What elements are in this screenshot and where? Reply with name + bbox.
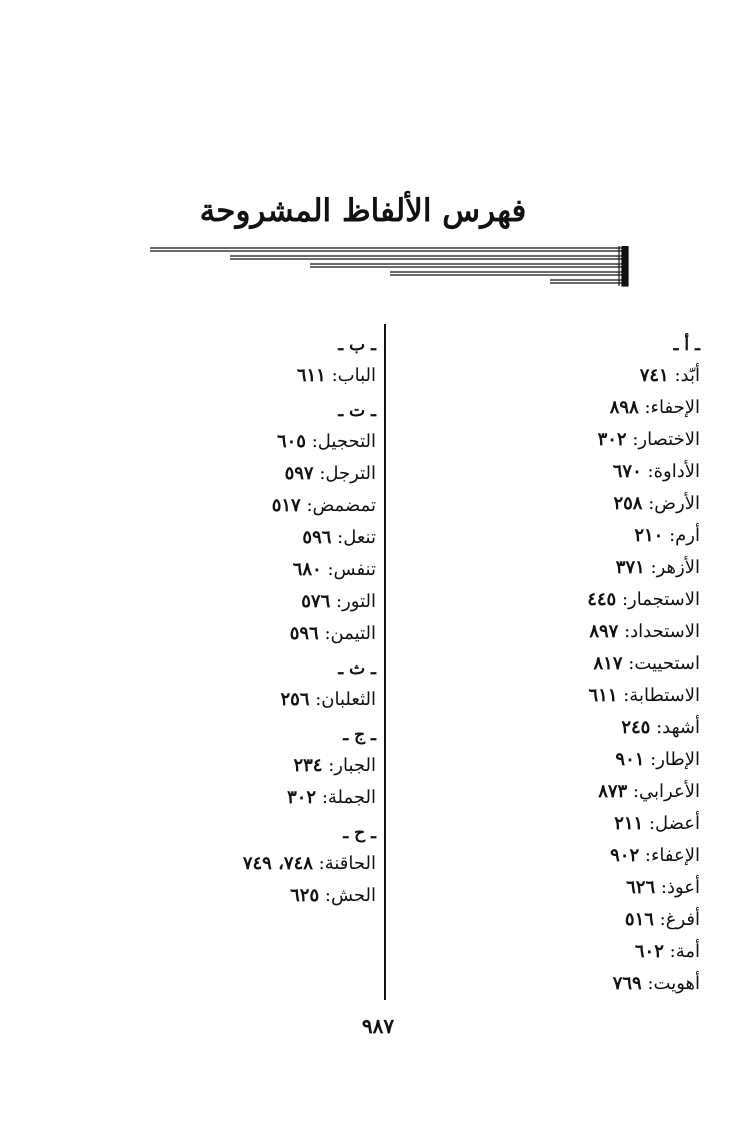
index-entry [400,456,700,488]
entry-word: الترجل: [319,463,376,484]
entry-pages: ٩٠١ [615,749,645,770]
index-entry [400,936,700,968]
index-entry [400,744,700,776]
entry-pages: ٦٠٥ [276,431,306,452]
entry-word: التحجيل: [311,431,376,452]
entry-pages: ٥٩٧ [284,463,314,484]
index-entry [126,684,376,716]
entry-word: أمة: [669,941,700,962]
index-column-right [400,330,700,1000]
column-divider [384,324,386,1000]
entry-word: تنفس: [327,559,376,580]
entry-word: أشهد: [656,717,700,738]
entry-pages: ٦١١ [296,365,326,386]
index-entry [126,618,376,650]
entry-pages: ٧٦٩ [612,973,642,994]
entry-word: الأزهر: [650,557,700,578]
index-entry [400,360,700,392]
entry-pages: ٧٤١ [639,365,669,386]
entry-word: أهويت: [647,973,700,994]
page-title: فهرس الألفاظ المشروحة [199,193,527,229]
entry-pages: ٩٠٢ [610,845,640,866]
entry-pages: ٥٩٦ [302,527,332,548]
entry-pages: ٤٤٥ [587,589,617,610]
index-entry [400,904,700,936]
entry-pages: ٧٤٨، ٧٤٩ [242,853,313,874]
entry-word: أرم: [669,525,700,546]
entry-word: الجملة: [321,787,376,808]
index-column-left [126,330,376,912]
index-entry [126,750,376,782]
entry-word: الإحفاء: [644,397,700,418]
entry-word: التيمن: [324,623,376,644]
index-entry [126,880,376,912]
entry-word: الاستحداد: [624,621,700,642]
letter-heading: ـ ت ـ [338,401,376,421]
entry-pages: ٢٥٦ [280,689,310,710]
index-entry [400,488,700,520]
index-entry [126,360,376,392]
index-entry [400,520,700,552]
index-entry [400,776,700,808]
entry-pages: ٦٧٠ [612,461,642,482]
entry-pages: ٢١١ [614,813,644,834]
index-entry [126,426,376,458]
entry-pages: ٦٨٠ [292,559,322,580]
entry-word: الجبار: [328,755,376,776]
letter-heading: ـ ح ـ [343,823,376,843]
index-entry [126,490,376,522]
entry-word: الاختصار: [632,429,700,450]
index-entry [400,616,700,648]
entry-word: الأداوة: [647,461,700,482]
index-entry [400,808,700,840]
entry-word: الإطار: [650,749,700,770]
entry-pages: ٢١٠ [634,525,664,546]
entry-word: الباب: [331,365,376,386]
index-entry [126,586,376,618]
entry-word: الاستجمار: [621,589,700,610]
entry-word: التور: [336,591,376,612]
entry-word: أعضل: [648,813,700,834]
index-entry [400,648,700,680]
entry-word: أبّد: [674,365,700,386]
index-entry [400,392,700,424]
entry-pages: ٥٩٦ [289,623,319,644]
index-entry [400,584,700,616]
entry-word: أفرغ: [659,909,700,930]
entry-pages: ٦١١ [588,685,618,706]
entry-pages: ٥١٦ [624,909,654,930]
entry-pages: ٣٠٢ [597,429,627,450]
index-entry [400,872,700,904]
entry-pages: ٢٣٤ [293,755,323,776]
entry-pages: ٣٠٢ [287,787,317,808]
index-entry [126,522,376,554]
index-entry [126,554,376,586]
index-entry [126,848,376,880]
page-number: ٩٨٧ [361,1014,395,1038]
entry-word: أعوذ: [660,877,700,898]
entry-word: الحاقنة: [318,853,376,874]
entry-word: الأرض: [648,493,700,514]
entry-word: استحييت: [628,653,700,674]
entry-pages: ٦٢٦ [626,877,656,898]
index-entry [400,968,700,1000]
entry-word: الأعرابي: [632,781,700,802]
entry-word: الثعلبان: [315,689,376,710]
entry-pages: ٢٤٥ [621,717,651,738]
index-entry [126,782,376,814]
entry-pages: ٨٩٧ [589,621,619,642]
entry-word: الاستطابة: [623,685,700,706]
index-entry [400,840,700,872]
entry-pages: ٨٧٣ [598,781,628,802]
index-entry [400,424,700,456]
index-entry [400,680,700,712]
letter-heading: ـ ب ـ [338,335,376,355]
entry-pages: ٨٩٨ [609,397,639,418]
entry-pages: ٥٧٦ [301,591,331,612]
title-ornament [150,246,632,288]
index-entry [400,712,700,744]
entry-pages: ٣٧١ [615,557,645,578]
entry-pages: ٢٥٨ [613,493,643,514]
entry-word: تمضمض: [306,495,376,516]
entry-word: الحش: [324,885,376,906]
entry-pages: ٦٠٢ [634,941,664,962]
entry-pages: ٨١٧ [593,653,623,674]
letter-heading: ـ أ ـ [673,335,700,355]
entry-pages: ٦٢٥ [290,885,320,906]
entry-pages: ٥١٧ [271,495,301,516]
entry-word: الإعفاء: [644,845,700,866]
index-entry [400,552,700,584]
letter-heading: ـ ث ـ [338,659,376,679]
entry-word: تنعل: [337,527,376,548]
letter-heading: ـ ج ـ [343,725,376,745]
index-entry [126,458,376,490]
